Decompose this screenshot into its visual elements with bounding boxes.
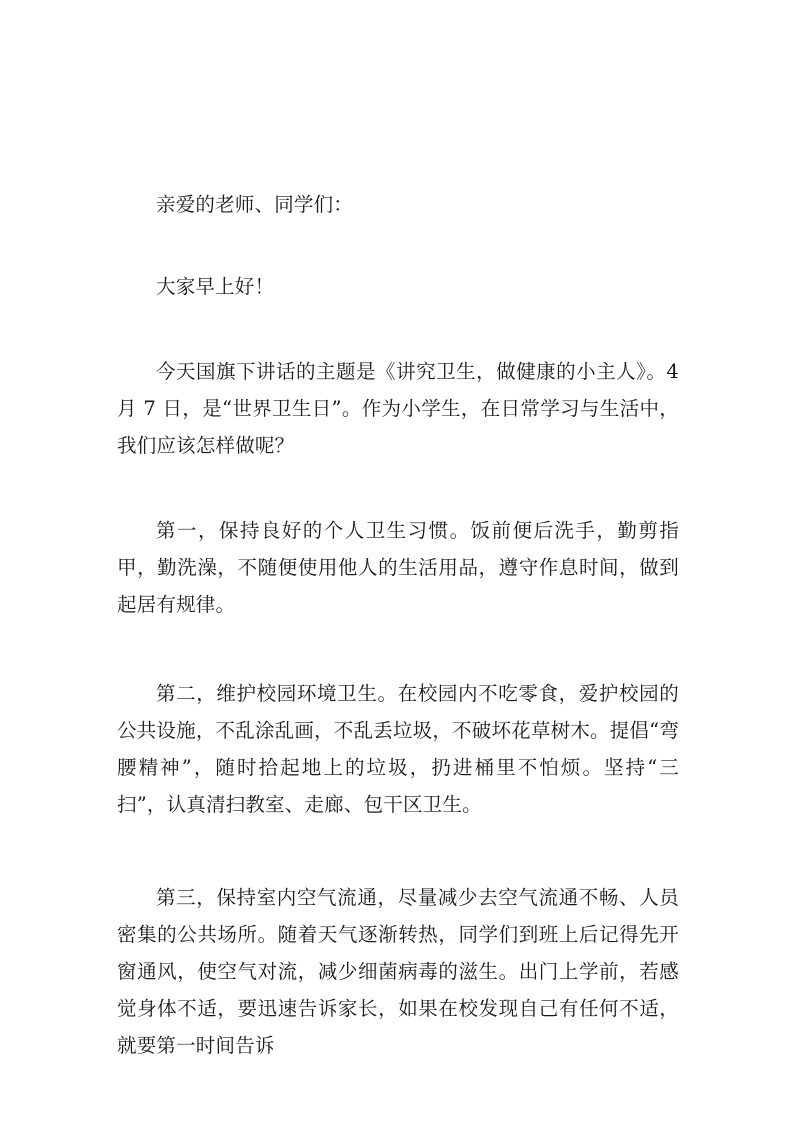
paragraph-intro: 今天国旗下讲话的主题是《讲究卫生，做健康的小主人》。4 月 7 日，是“世界卫生日”。作为小学生，在日常学习与生活中，我们应该怎样做呢？ xyxy=(117,360,679,457)
salutation: 亲爱的老师、同学们： xyxy=(156,193,354,216)
greeting: 大家早上好！ xyxy=(156,275,275,298)
paragraph-second-point: 第二，维护校园环境卫生。在校园内不吃零食，爱护校园的公共设施，不乱涂乱画，不乱丢垃圾，不破坏花草树木。提倡“弯腰精神”，随时拾起地上的垃圾，扔进桶里不怕烦。坚持“三扫”，认真清扫教室、走廊、包干区卫生。 xyxy=(117,682,679,816)
paragraph-third-point: 第三，保持室内空气流通，尽量减少去空气流通不畅、人员密集的公共场所。随着天气逐渐转热，同学们到班上后记得先开窗通风，使空气对流，减少细菌病毒的滋生。出门上学前，若感觉身体不适，要迅速告诉家长，如果在校发现自己有任何不适，就要第一时间告诉 xyxy=(117,886,679,1057)
paragraph-first-point: 第一，保持良好的个人卫生习惯。饭前便后洗手，勤剪指甲，勤洗澡，不随便使用他人的生活用品，遵守作息时间，做到起居有规律。 xyxy=(117,519,679,616)
document-body xyxy=(117,186,679,1064)
